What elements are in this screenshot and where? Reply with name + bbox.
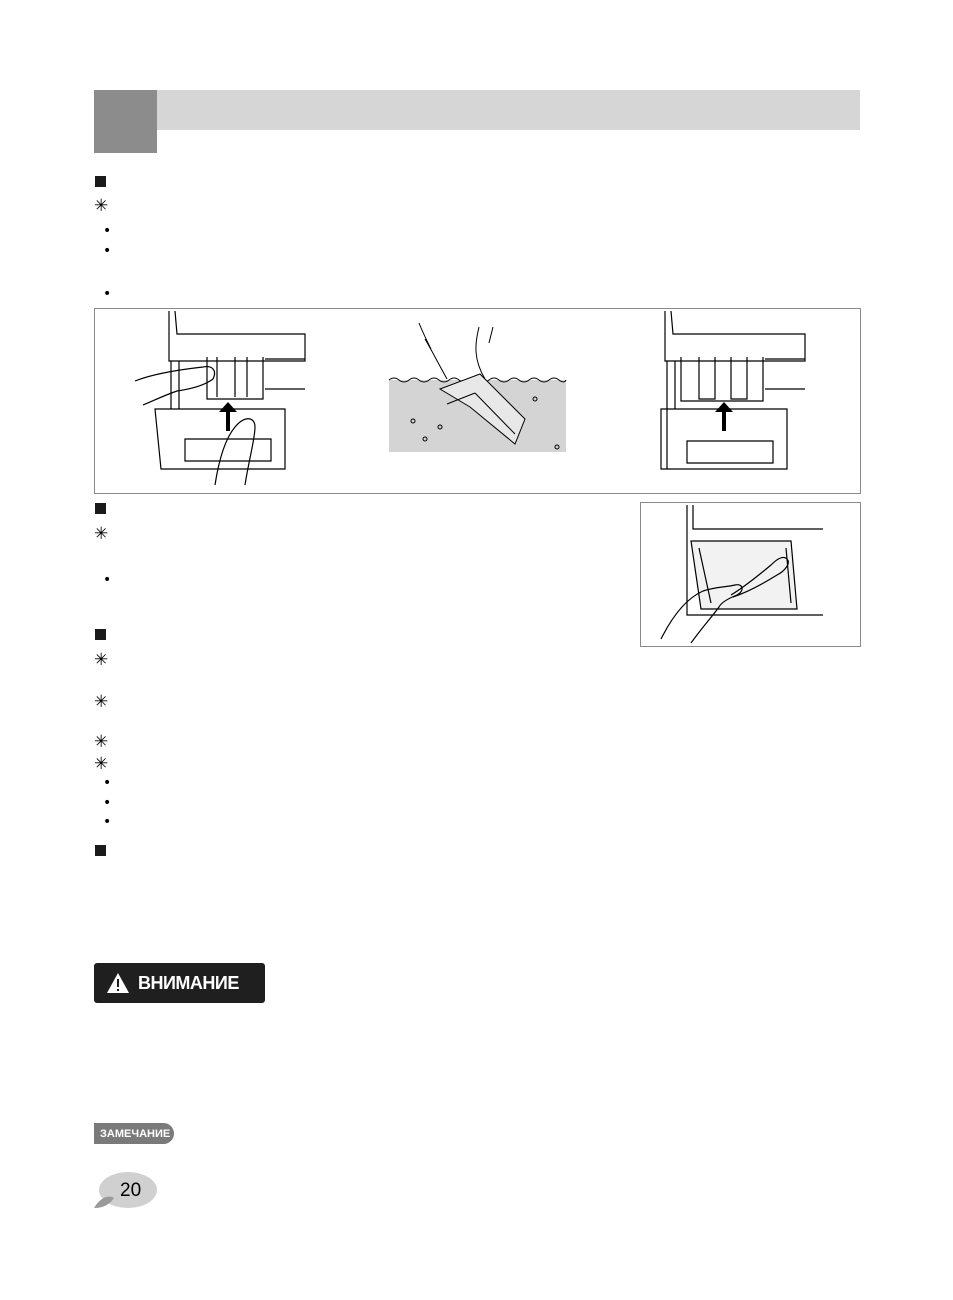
warning-badge <box>94 963 265 1003</box>
asterisk-note-icon: ✳ <box>94 524 109 544</box>
asterisk-note-icon: ✳ <box>94 754 109 774</box>
section-marker <box>95 503 106 514</box>
asterisk-note-icon: ✳ <box>94 692 109 712</box>
dispenser-cleaning-illustration <box>95 309 862 495</box>
bullet-icon: • <box>103 243 112 259</box>
illustration-panel <box>94 308 861 494</box>
note-label: ЗАМЕЧАНИЕ <box>100 1127 171 1140</box>
arrow-up-icon <box>219 402 237 431</box>
section-marker <box>95 176 106 187</box>
illustration-panel <box>640 502 861 647</box>
section-marker <box>95 629 106 640</box>
page-number-badge <box>94 1170 158 1210</box>
note-badge <box>94 1123 174 1144</box>
asterisk-note-icon: ✳ <box>94 196 109 216</box>
bullet-icon: • <box>103 775 112 791</box>
drawer-removal-drawing <box>135 311 305 485</box>
warning-triangle-icon <box>106 972 130 994</box>
asterisk-note-icon: ✳ <box>94 732 109 752</box>
arrow-up-icon <box>715 402 733 431</box>
asterisk-note-icon: ✳ <box>94 650 109 670</box>
brush-cleaning-drawing <box>641 503 862 648</box>
section-header-bar <box>157 90 860 130</box>
drawer-insertion-drawing <box>661 311 805 469</box>
bullet-icon: • <box>103 795 112 811</box>
page-number: 20 <box>120 1180 142 1201</box>
warning-label: ВНИМАНИЕ <box>138 972 239 993</box>
bullet-icon: • <box>103 814 112 830</box>
bullet-icon: • <box>103 223 112 239</box>
section-header-tab <box>94 90 157 153</box>
section-marker <box>95 845 106 856</box>
bullet-icon: • <box>103 286 112 302</box>
bullet-icon: • <box>103 572 112 588</box>
